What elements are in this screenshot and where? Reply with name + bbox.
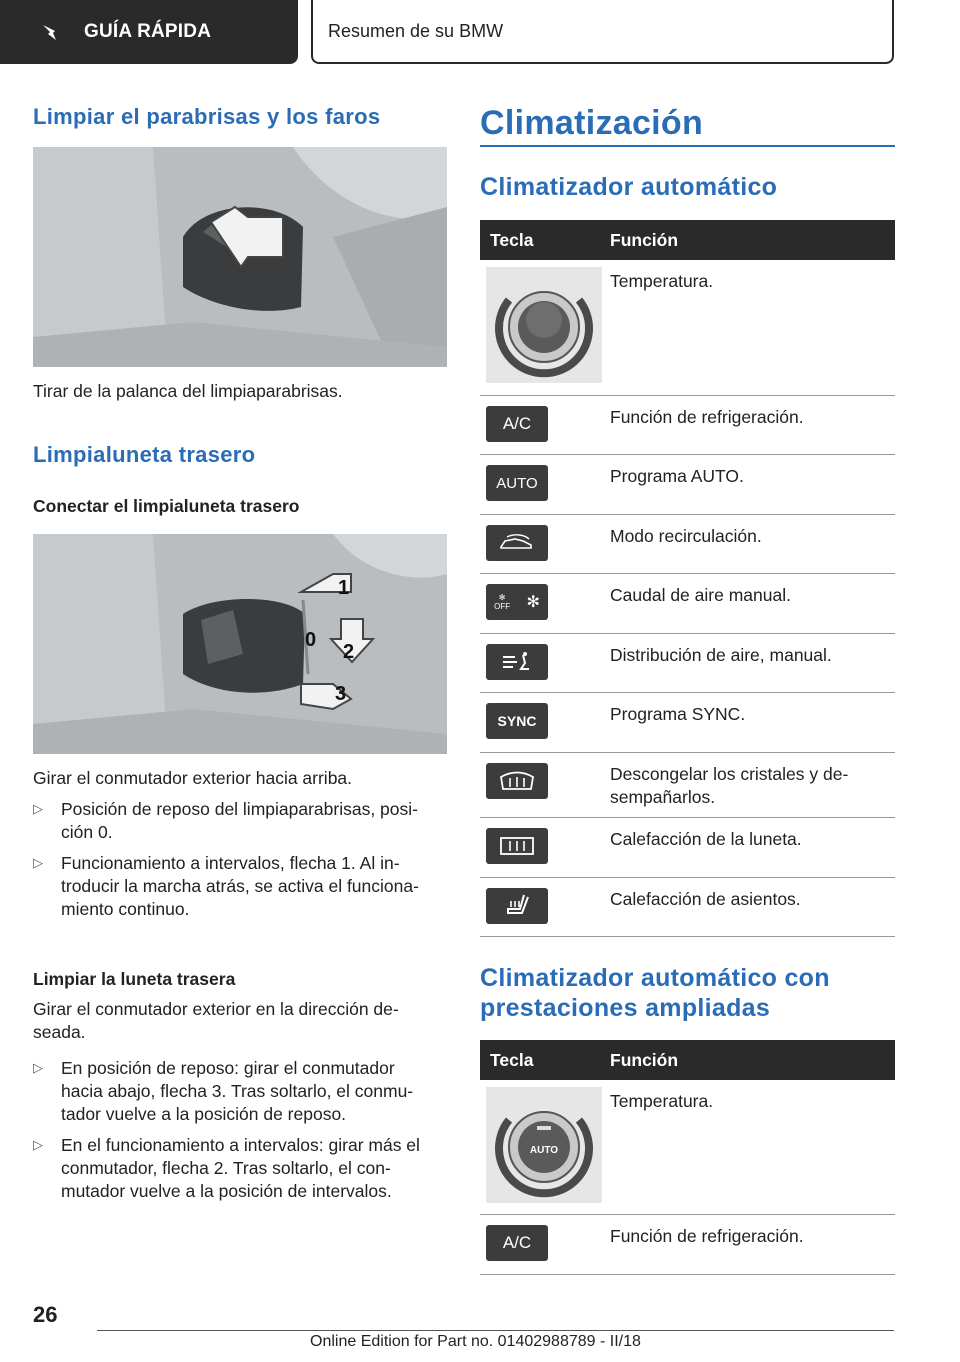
- table-row: [480, 878, 895, 937]
- list-item: ▷ En posición de reposo: girar el conmutador hacia abajo, flecha 3. Tras soltarlo, el conmu- tador vuelve a la posición de reposo.: [33, 1058, 414, 1124]
- recirculation-icon: [486, 525, 548, 561]
- function-text: Caudal de aire manual.: [610, 585, 791, 605]
- footer-divider: [97, 1330, 894, 1331]
- subtitle-clean-rear-window: Limpiar la luneta trasera: [33, 969, 236, 989]
- list-item: ▷ Posición de reposo del limpiaparabrisas, posi- ción 0.: [33, 799, 418, 842]
- ac-button-icon: A/C: [486, 406, 548, 442]
- arrow-label-2: 2: [343, 641, 355, 663]
- arrow-label-1: 1: [338, 577, 350, 599]
- bullet-triangle-icon: ▷: [33, 855, 43, 870]
- header-section-tab[interactable]: [0, 0, 298, 64]
- list-item: ▷ En el funcionamiento a intervalos: girar más el conmutador, flecha 2. Tras soltarlo, el con- mutador vuelve a la posición de intervalos.: [33, 1135, 420, 1201]
- rear-wiper-photo: [33, 534, 447, 754]
- function-text: Descongelar los cristales y de- sempañarlos.: [610, 764, 849, 807]
- table-row: [480, 515, 895, 574]
- seat-heating-icon: [486, 888, 548, 924]
- function-text: Programa SYNC.: [610, 704, 746, 724]
- table-row: [480, 634, 895, 693]
- auto-button-icon: AUTO: [486, 465, 548, 501]
- rear-wiper-caption: Girar el conmutador exterior hacia arriba.: [33, 768, 353, 788]
- table-row: [480, 260, 895, 396]
- section-title-rear-wiper: Limpialuneta trasero: [33, 442, 256, 467]
- table-row: [480, 693, 895, 753]
- table-row: [480, 1080, 895, 1215]
- table-header: [480, 220, 895, 260]
- title-divider: [480, 145, 895, 147]
- section-title-auto-climate: Climatizador automático: [480, 173, 778, 201]
- function-text: Temperatura.: [610, 271, 714, 291]
- function-text: Programa AUTO.: [610, 466, 744, 486]
- col-header-key: Tecla: [490, 1049, 534, 1070]
- clean-rear-window-bullet-list: [33, 1057, 453, 1203]
- page-number: 26: [33, 1302, 58, 1327]
- edition-footer: Online Edition for Part no. 01402988789 - II/18: [310, 1333, 641, 1350]
- table-row: [480, 574, 895, 634]
- function-text: Calefacción de asientos.: [610, 889, 801, 909]
- wiper-lever-photo: [33, 147, 447, 367]
- ac-button-icon: A/C: [486, 1225, 548, 1261]
- table-header: [480, 1040, 895, 1080]
- subtitle-rear-wiper: Conectar el limpialuneta trasero: [33, 496, 300, 516]
- table-row: [480, 1215, 895, 1275]
- col-header-function: Función: [610, 1049, 679, 1070]
- header-chapter-tab[interactable]: [311, 0, 894, 64]
- col-header-key: Tecla: [490, 229, 534, 250]
- table-row: [480, 396, 895, 455]
- sync-button-icon: SYNC: [486, 703, 548, 739]
- function-text: Calefacción de la luneta.: [610, 829, 802, 849]
- list-item: ▷ Funcionamiento a intervalos, flecha 1. Al in- troducir la marcha atrás, se activa el funciona- miento continuo.: [33, 853, 419, 919]
- section-title-wipers: Limpiar el parabrisas y los faros: [33, 104, 381, 129]
- arrow-label-3: 3: [335, 683, 347, 705]
- bullet-triangle-icon: ▷: [33, 1137, 43, 1152]
- section-title-extended-climate: Climatizador automático con prestaciones ampliadas: [480, 964, 830, 1022]
- fan-speed-icon: ✻ OFF ✻: [486, 584, 548, 620]
- rear-wiper-bullet-list: [33, 798, 453, 921]
- wiper-caption: Tirar de la palanca del limpiaparabrisas.: [33, 381, 343, 401]
- header-section-label: GUÍA RÁPIDA: [84, 21, 212, 42]
- table-row: [480, 455, 895, 515]
- function-text: Distribución de aire, manual.: [610, 645, 832, 665]
- svg-text:AUTO: AUTO: [529, 1145, 559, 1156]
- extended-climate-table: [480, 1040, 895, 1275]
- quick-guide-icon: [40, 21, 62, 43]
- col-header-function: Función: [610, 229, 679, 250]
- function-text: Modo recirculación.: [610, 526, 762, 546]
- function-text: Función de refrigeración.: [610, 1226, 804, 1246]
- chapter-title: Climatización: [480, 104, 704, 142]
- header-chapter-label: Resumen de su BMW: [328, 20, 504, 41]
- function-text: Temperatura.: [610, 1091, 714, 1111]
- air-distribution-icon: [486, 644, 548, 680]
- temperature-knob-auto-icon: [486, 1087, 602, 1203]
- clean-rear-window-text: Girar el conmutador exterior en la dirección de- seada.: [33, 999, 399, 1042]
- bullet-triangle-icon: ▷: [33, 801, 43, 816]
- temperature-knob-icon: [486, 267, 602, 383]
- rear-window-heating-icon: [486, 828, 548, 864]
- climate-table: [480, 220, 895, 937]
- bullet-triangle-icon: ▷: [33, 1060, 43, 1075]
- table-row: [480, 753, 895, 818]
- table-row: [480, 818, 895, 878]
- defrost-windshield-icon: [486, 763, 548, 799]
- function-text: Función de refrigeración.: [610, 407, 804, 427]
- position-label-0: 0: [305, 629, 317, 651]
